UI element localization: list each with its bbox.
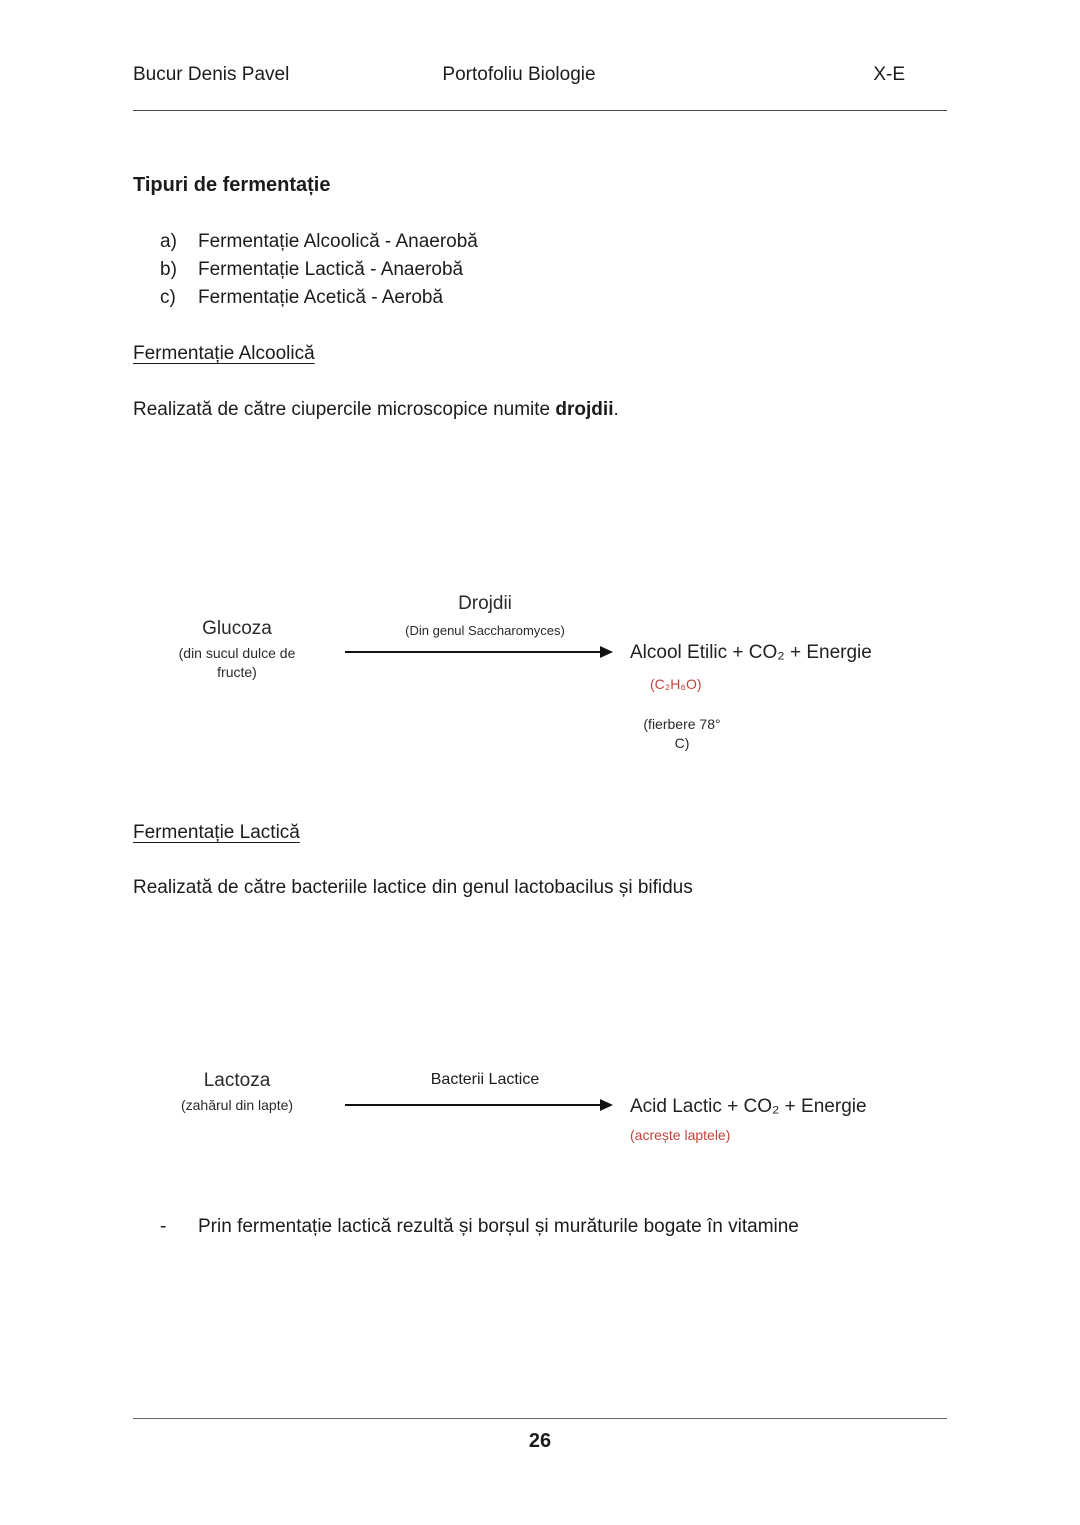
reaction-arrow: [345, 651, 611, 653]
diagram-product-formula: (C₂H₆O): [650, 676, 702, 692]
header-class: X-E: [873, 64, 905, 85]
diagram-reactant-label: Lactoza: [203, 1070, 271, 1091]
diagram-lactic-fermentation: [0, 1060, 1080, 1190]
fermentation-type-list: [160, 231, 478, 315]
list-item-text: Fermentație Lactică - Anaerobă: [198, 259, 464, 280]
header-divider: [133, 110, 947, 111]
list-item-text: Fermentație Acetică - Aerobă: [198, 287, 444, 308]
diagram-product-note-line: (fierbere 78°: [643, 716, 721, 732]
diagram-catalyst-label: Bacterii Lactice: [430, 1071, 540, 1088]
list-item-marker: c): [160, 287, 176, 308]
bullet-marker: -: [160, 1216, 167, 1237]
paragraph-alcoholic: [133, 399, 619, 421]
paragraph-text: Realizată de către ciupercile microscopice numite: [133, 399, 556, 420]
list-item-text: Fermentație Alcoolică - Anaerobă: [198, 231, 478, 252]
bullet-text: Prin fermentație lactică rezultă și borșul și murăturile bogate în vitamine: [198, 1216, 799, 1237]
paragraph-text: .: [613, 399, 619, 420]
diagram-reactant-note: (zahărul din lapte): [180, 1097, 294, 1113]
header-title: Portofoliu Biologie: [442, 64, 596, 85]
diagram-reactant-note-line: (din sucul dulce de: [178, 645, 296, 661]
section-title: Tipuri de fermentație: [133, 174, 331, 196]
diagram-product-note: [628, 715, 736, 753]
bullet-note: [160, 1216, 799, 1238]
subheading-lactic-fermentation: Fermentație Lactică: [133, 822, 300, 843]
reaction-arrow: [345, 1104, 611, 1106]
diagram-alcoholic-fermentation: [0, 585, 1080, 815]
header-author: Bucur Denis Pavel: [133, 64, 290, 85]
paragraph-lactic: Realizată de către bacteriile lactice din genul lactobacilus și bifidus: [133, 877, 693, 898]
list-item-marker: a): [160, 231, 177, 252]
diagram-product-label: Acid Lactic + CO₂ + Energie: [630, 1096, 867, 1117]
list-item-marker: b): [160, 259, 177, 280]
paragraph-bold-term: drojdii: [555, 399, 614, 420]
list-item: [160, 287, 478, 315]
diagram-reactant-label: Glucoza: [202, 618, 272, 639]
footer-divider: [133, 1418, 947, 1419]
diagram-catalyst-note: (Din genul Saccharomyces): [405, 623, 565, 638]
list-item: [160, 231, 478, 259]
page-number: 26: [528, 1430, 552, 1452]
page-header: [133, 64, 947, 86]
diagram-catalyst-label: Drojdii: [458, 593, 512, 614]
list-item: [160, 259, 478, 287]
subheading-alcoholic-fermentation: Fermentație Alcoolică: [133, 343, 315, 364]
diagram-product-note: (acrește laptele): [630, 1127, 731, 1143]
diagram-reactant-note: [147, 644, 327, 682]
diagram-product-note-line: C): [674, 735, 690, 751]
diagram-product-label: Alcool Etilic + CO₂ + Energie: [630, 642, 872, 663]
diagram-reactant-note-line: fructe): [217, 664, 257, 680]
